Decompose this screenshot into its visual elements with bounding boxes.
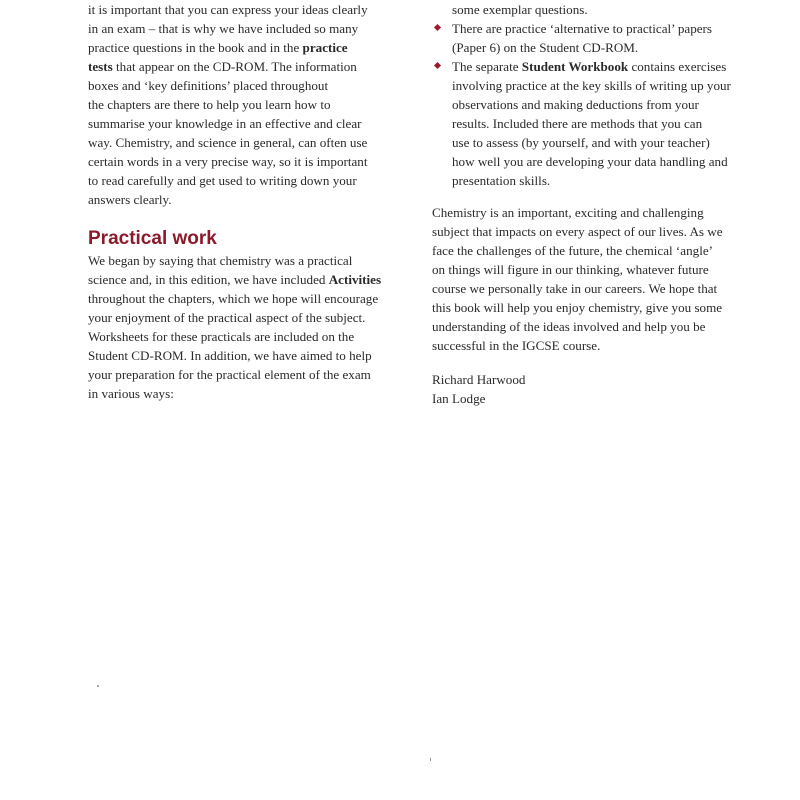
text-line: face the challenges of the future, the chemical ‘angle’ (432, 243, 714, 258)
right-column (432, 0, 762, 408)
text-line: observations and making deductions from your (452, 97, 699, 112)
text-line: throughout the chapters, which we hope will encourage (88, 291, 379, 306)
bold-term: practice (302, 40, 348, 55)
text-line: boxes and ‘key definitions’ placed throughout (88, 78, 329, 93)
practical-bullet-list (432, 19, 762, 190)
text-line: certain words in a very precise way, so it is important (88, 154, 368, 169)
bullet-text (452, 19, 762, 57)
text-line: some exemplar questions. (452, 2, 588, 17)
bullet-text (452, 57, 762, 190)
diamond-bullet-icon (434, 62, 441, 69)
text-line: presentation skills. (452, 173, 551, 188)
text-line: your enjoyment of the practical aspect of the subject. (88, 310, 366, 325)
practical-work-heading: Practical work (88, 228, 217, 249)
text-line: We began by saying that chemistry was a practical (88, 253, 353, 268)
text-line: understanding of the ideas involved and help you be (432, 319, 706, 334)
text-line: it is important that you can express your ideas clearly (88, 2, 368, 17)
text-line: use to assess (by yourself, and with your teacher) (452, 135, 710, 150)
intro-paragraph (88, 0, 410, 209)
text-line: your preparation for the practical element of the exam (88, 367, 371, 382)
diamond-bullet-icon (434, 24, 441, 31)
text-line: to read carefully and get used to writing down your (88, 173, 357, 188)
text-line: successful in the IGCSE course. (432, 338, 601, 353)
text-line: how well you are developing your data handling and (452, 154, 728, 169)
text-line: results. Included there are methods that you can (452, 116, 703, 131)
scan-speck (97, 685, 99, 687)
closing-paragraph (432, 203, 762, 355)
text-line: Chemistry is an important, exciting and challenging (432, 205, 704, 220)
text-line: Richard Harwood (432, 372, 526, 387)
bold-term: Activities (328, 272, 382, 287)
text-line: Student CD-ROM. In addition, we have aimed to help (88, 348, 372, 363)
text-line: (Paper 6) on the Student CD-ROM. (452, 40, 639, 55)
signature-block (432, 370, 762, 408)
bullet-item-workbook (432, 57, 762, 190)
text-line: Ian Lodge (432, 391, 486, 406)
text-line: in various ways: (88, 386, 174, 401)
text-line: subject that impacts on every aspect of our lives. As we (432, 224, 723, 239)
text-line: The separate Student Workbook contains exercises (452, 59, 727, 74)
text-line: tests that appear on the CD-ROM. The information (88, 59, 357, 74)
text-line: on things will figure in our thinking, whatever future (432, 262, 709, 277)
practical-work-paragraph (88, 251, 410, 403)
text-line: science and, in this edition, we have included Activities (88, 272, 382, 287)
text-line: in an exam – that is why we have included so many (88, 21, 359, 36)
text-line: There are practice ‘alternative to practical’ papers (452, 21, 713, 36)
text-line: the chapters are there to help you learn how to (88, 97, 331, 112)
scan-speck (430, 758, 431, 761)
bold-term: tests (88, 59, 113, 74)
text-line: answers clearly. (88, 192, 172, 207)
bold-term: Student Workbook (521, 59, 629, 74)
text-line: way. Chemistry, and science in general, can often use (88, 135, 368, 150)
text-line: Worksheets for these practicals are included on the (88, 329, 355, 344)
text-line: involving practice at the key skills of writing up your (452, 78, 731, 93)
left-column (88, 0, 410, 403)
text-line: this book will help you enjoy chemistry, give you some (432, 300, 723, 315)
text-line: course we personally take in our careers. We hope that (432, 281, 718, 296)
bullet-item-paper6 (432, 19, 762, 57)
text-line: practice questions in the book and in the practice (88, 40, 348, 55)
continued-text (432, 0, 762, 19)
text-line: summarise your knowledge in an effective and clear (88, 116, 362, 131)
